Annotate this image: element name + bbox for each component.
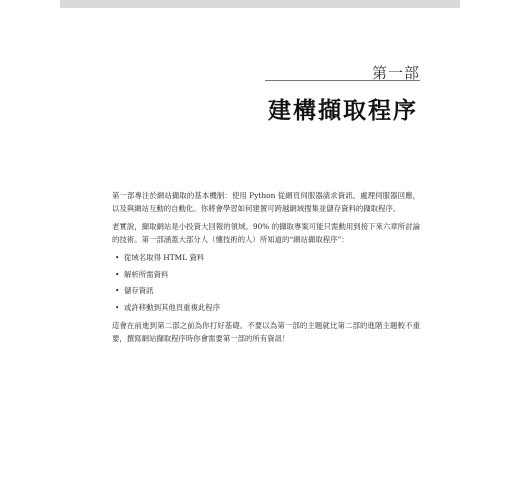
bullet-icon: • xyxy=(115,302,120,312)
page-top-strip xyxy=(60,0,460,8)
list-item xyxy=(112,269,420,282)
bullet-icon: • xyxy=(115,286,120,295)
list-item-text: 從域名取得 HTML 資料 xyxy=(124,253,205,262)
list-item-text: 解析所需資料 xyxy=(124,269,169,279)
bullet-icon: • xyxy=(115,269,120,279)
body-content xyxy=(112,190,420,351)
scope-paragraph: 老實說，擷取網站是小投資大回報的領域。90% 的擷取專案可能只需動用到接下來六章所討論的技術。第一部涵蓋大部分人（懂技術的人）所知道的“網站擷取程序”： xyxy=(112,222,420,244)
bullet-list xyxy=(112,252,420,314)
part-label: 第一部 xyxy=(371,64,420,82)
bullet-icon: • xyxy=(115,253,120,262)
list-item-text: 儲存資訊 xyxy=(124,286,154,295)
closing-paragraph: 這會在前進到第二部之前為你打好基礎。不要以為第一部的主題就比第二部的進階主題較不重要，撰寫網站擷取程序時你會需要第一部的所有資訊！ xyxy=(112,321,420,343)
list-item-text: 或許移動到其他頁重複此程序 xyxy=(124,302,221,312)
title-divider xyxy=(265,80,420,81)
intro-paragraph: 第一部專注於網站擷取的基本機制：使用 Python 從網頁伺服器請求資訊、處理伺服器回應，以及與網站互動的自動化。你將會學習如何建置可跨越網域搜集並儲存資料的擷取程序。 xyxy=(112,191,420,213)
chapter-title: 建構擷取程序 xyxy=(268,98,418,124)
list-item xyxy=(112,302,420,315)
list-item xyxy=(112,252,420,265)
list-item xyxy=(112,285,420,298)
